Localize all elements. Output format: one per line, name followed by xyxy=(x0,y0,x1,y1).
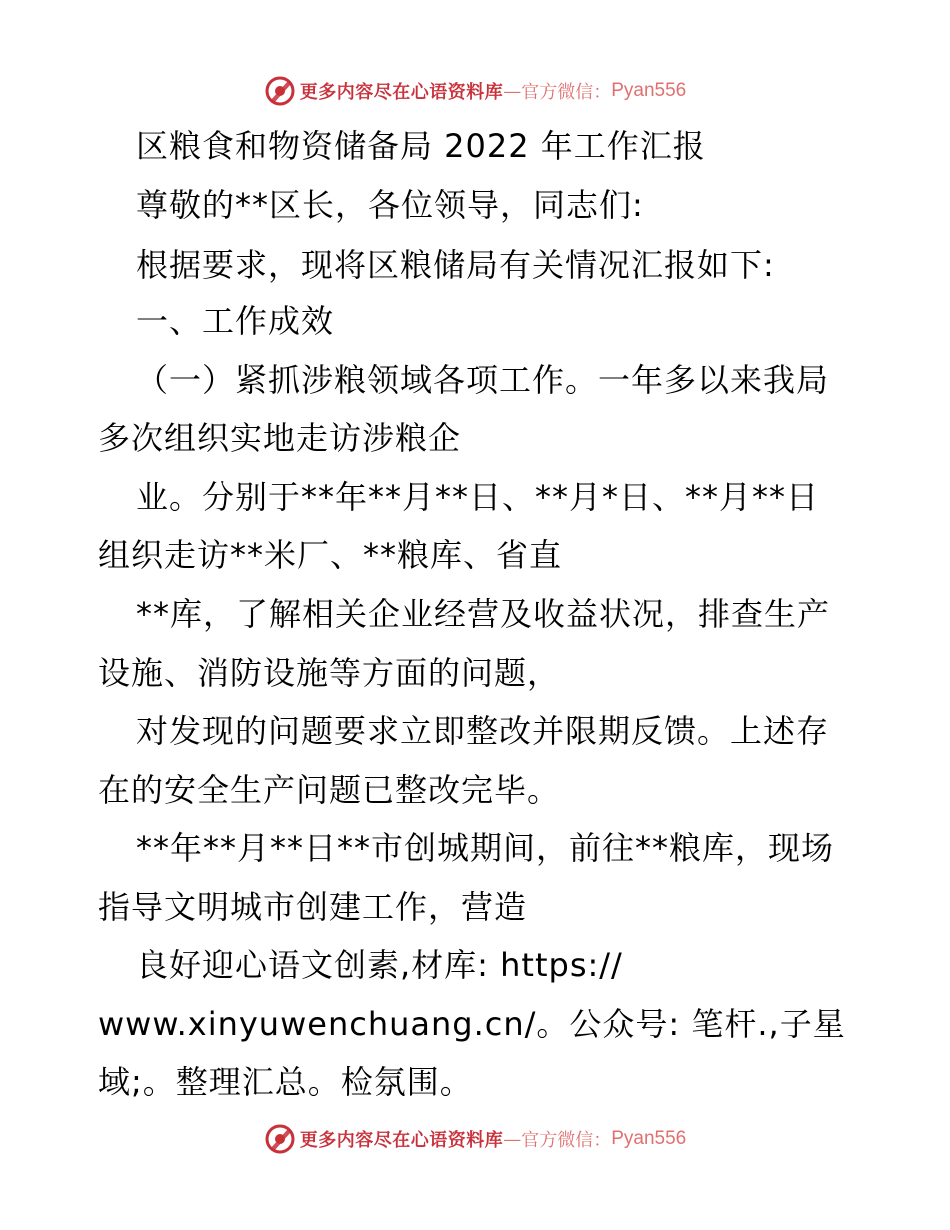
watermark-sub: 官方微信： xyxy=(521,82,612,103)
document-title: 区粮食和物资储备局 2022 年工作汇报 xyxy=(136,127,706,165)
paragraph-line: 良好迎心语文创素,材库: https:// xyxy=(136,946,623,984)
paragraph-line: 指导文明城市创建工作，营造 xyxy=(98,888,528,926)
paragraph-line: **库，了解相关企业经营及收益状况，排查生产 xyxy=(136,595,831,633)
paragraph-line: 在的安全生产问题已整改完毕。 xyxy=(98,771,561,809)
watermark-banner-bottom xyxy=(0,1119,950,1159)
watermark-text: 更多内容尽在心语资料库 xyxy=(299,82,504,103)
watermark-separator: — xyxy=(503,80,522,102)
section-heading: 一、工作成效 xyxy=(136,302,335,340)
watermark-id: Pyan556 xyxy=(611,80,687,101)
paragraph-line: **年**月**日**市创城期间，前往**粮库，现场 xyxy=(136,829,835,867)
paragraph-line: 设施、消防设施等方面的问题， xyxy=(98,654,561,692)
paragraph-line: 组织走访**米厂、**粮库、省直 xyxy=(98,536,563,574)
salutation: 尊敬的**区长，各位领导，同志们: xyxy=(136,186,644,224)
paragraph-line: 域;。整理汇总。检氛围。 xyxy=(98,1063,473,1101)
paragraph-line: 多次组织实地走访涉粮企 xyxy=(98,419,462,457)
paragraph-line: （一）紧抓涉粮领域各项工作。一年多以来我局 xyxy=(136,361,830,399)
quill-logo-icon xyxy=(264,1123,296,1155)
paragraph-line: www.xinyuwenchuang.cn/。公众号: 笔杆.,子星 xyxy=(98,1005,846,1043)
watermark-separator: — xyxy=(503,1128,522,1150)
paragraph-line: 根据要求，现将区粮储局有关情况汇报如下: xyxy=(136,246,775,284)
paragraph-line: 业。分别于**年**月**日、**月*日、**月**日 xyxy=(136,478,820,516)
watermark-id: Pyan556 xyxy=(611,1128,687,1149)
watermark-sub: 官方微信： xyxy=(521,1130,612,1151)
watermark-text: 更多内容尽在心语资料库 xyxy=(299,1130,504,1151)
paragraph-line: 对发现的问题要求立即整改并限期反馈。上述存 xyxy=(136,712,830,750)
